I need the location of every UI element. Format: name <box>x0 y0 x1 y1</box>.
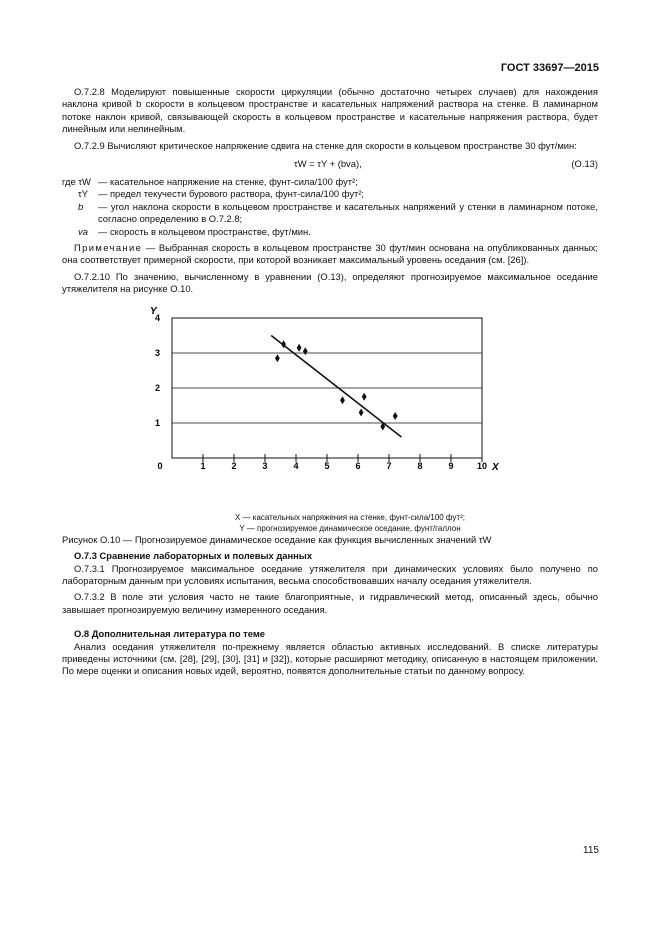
figure-legend <box>102 512 598 534</box>
definition-symbol: va <box>78 225 88 237</box>
definition-row <box>62 201 598 226</box>
note-text: — Выбранная скорость в кольцевом пространстве 30 фут/мин основана на опубликованных данных; она соответствует примерной скорости, при которой возникает максимальный уровень оседания (см. [26]). <box>62 242 598 266</box>
document-standard-header: ГОСТ 33697—2015 <box>500 62 599 74</box>
x-tick-label: 6 <box>355 460 361 471</box>
x-tick-label: 8 <box>417 460 423 471</box>
x-tick-label: 4 <box>293 460 299 471</box>
y-tick-label: 3 <box>154 347 160 358</box>
y-tick-label: 2 <box>154 382 160 393</box>
page-body <box>62 86 598 682</box>
definition-symbol: где τW <box>62 176 91 188</box>
definitions-list <box>62 176 598 238</box>
definition-text: — касательное напряжение на стенке, фунт-сила/100 фут²; <box>98 176 358 188</box>
x-tick-label: 0 <box>157 460 163 471</box>
scatter-chart <box>62 300 598 512</box>
definition-row <box>62 226 598 238</box>
definition-symbol: b <box>78 200 84 212</box>
definition-text: — угол наклона скорости в кольцевом пространстве и касательных напряжений у стенки в ламинарном потоке, согласно определению в О.7.2.8; <box>98 200 598 225</box>
data-point <box>297 343 302 351</box>
paragraph-o8: Анализ оседания утяжелителя по-прежнему является областью активных исследований. В списке литературы приведены источники (см. [28], [29], [30], [31] и [32]), которые расширяют методику, описанную в настоящем приложении. По мере оценки и описания новых идей, вероятно, появятся дополнительные статьи по данному вопросу. <box>62 640 598 677</box>
paragraph-o732: О.7.3.2 В поле эти условия часто не такие благоприятные, и гидравлический метод, описанный здесь, обычно завышает прогнозируемую величину измеренного оседания. <box>62 591 598 615</box>
equation-number: (О.13) <box>571 158 598 170</box>
definition-row <box>62 176 598 188</box>
definition-text: — предел текучести бурового раствора, фунт-сила/100 фут²; <box>98 188 365 200</box>
equation-formula: τW = τY + (bva), <box>294 158 362 170</box>
x-tick-label: 3 <box>262 460 268 471</box>
x-tick-label: 9 <box>448 460 454 471</box>
data-point <box>303 347 308 355</box>
definition-text: — скорость в кольцевом пространстве, фут/мин. <box>98 225 311 237</box>
figure-caption: Рисунок О.10 — Прогнозируемое динамическое оседание как функция вычисленных значений τW <box>62 533 492 545</box>
trend-line <box>271 335 401 437</box>
section-title-o73: О.7.3 Сравнение лабораторных и полевых данных <box>74 550 313 562</box>
x-tick-label: 1 <box>200 460 206 471</box>
data-point <box>359 408 364 416</box>
figure-o10 <box>62 300 598 512</box>
data-point <box>340 396 345 404</box>
paragraph-o7210: О.7.2.10 По значению, вычисленному в уравнении (О.13), определяют прогнозируемое максимальное оседание утяжелителя на рисунке О.10. <box>62 270 598 295</box>
y-tick-label: 4 <box>154 312 160 323</box>
x-axis-label: X <box>492 461 499 473</box>
paragraph-o729: О.7.2.9 Вычисляют критическое напряжение сдвига на стенке для скорости в кольцевом пространстве 30 фут/мин: <box>74 139 577 151</box>
equation-o13 <box>62 156 598 172</box>
legend-y: Y — прогнозируемое динамическое оседание, фунт/галлон <box>239 523 461 533</box>
x-tick-label: 7 <box>386 460 392 471</box>
definition-row <box>62 188 598 200</box>
x-tick-label: 10 <box>476 460 488 471</box>
y-axis-label: Y <box>150 305 157 317</box>
data-point <box>393 412 398 420</box>
definition-symbol: τY <box>78 188 88 200</box>
legend-x: X — касательных напряжения на стенке, фунт-сила/100 фут²; <box>235 512 465 522</box>
note-paragraph <box>62 242 598 267</box>
x-tick-label: 5 <box>324 460 330 471</box>
y-tick-label: 1 <box>154 417 160 428</box>
data-point <box>362 392 367 400</box>
paragraph-o728: О.7.2.8 Моделируют повышенные скорости циркуляции (обычно достаточно четырех случаев) для нахождения наклона кривой b скорости в кольцевом пространстве и касательных напряжений раствора на стенке. В ламинарном потоке наклон кривой, связывающей скорость в кольцевом пространстве и касательные напряжения раствора, будет линейным или нелинейным. <box>62 86 598 135</box>
x-tick-label: 2 <box>231 460 237 471</box>
data-point <box>275 354 280 362</box>
section-title-o8: О.8 Дополнительная литература по теме <box>74 628 265 640</box>
paragraph-o731: О.7.3.1 Прогнозируемое максимальное оседание утяжелителя при динамических условиях было получено по лабораторным данным при условиях испытания, весьма способствовавших началу оседания утяжелителя. <box>62 562 598 586</box>
note-label: Примечание <box>74 242 143 254</box>
page-number: 115 <box>583 845 599 856</box>
